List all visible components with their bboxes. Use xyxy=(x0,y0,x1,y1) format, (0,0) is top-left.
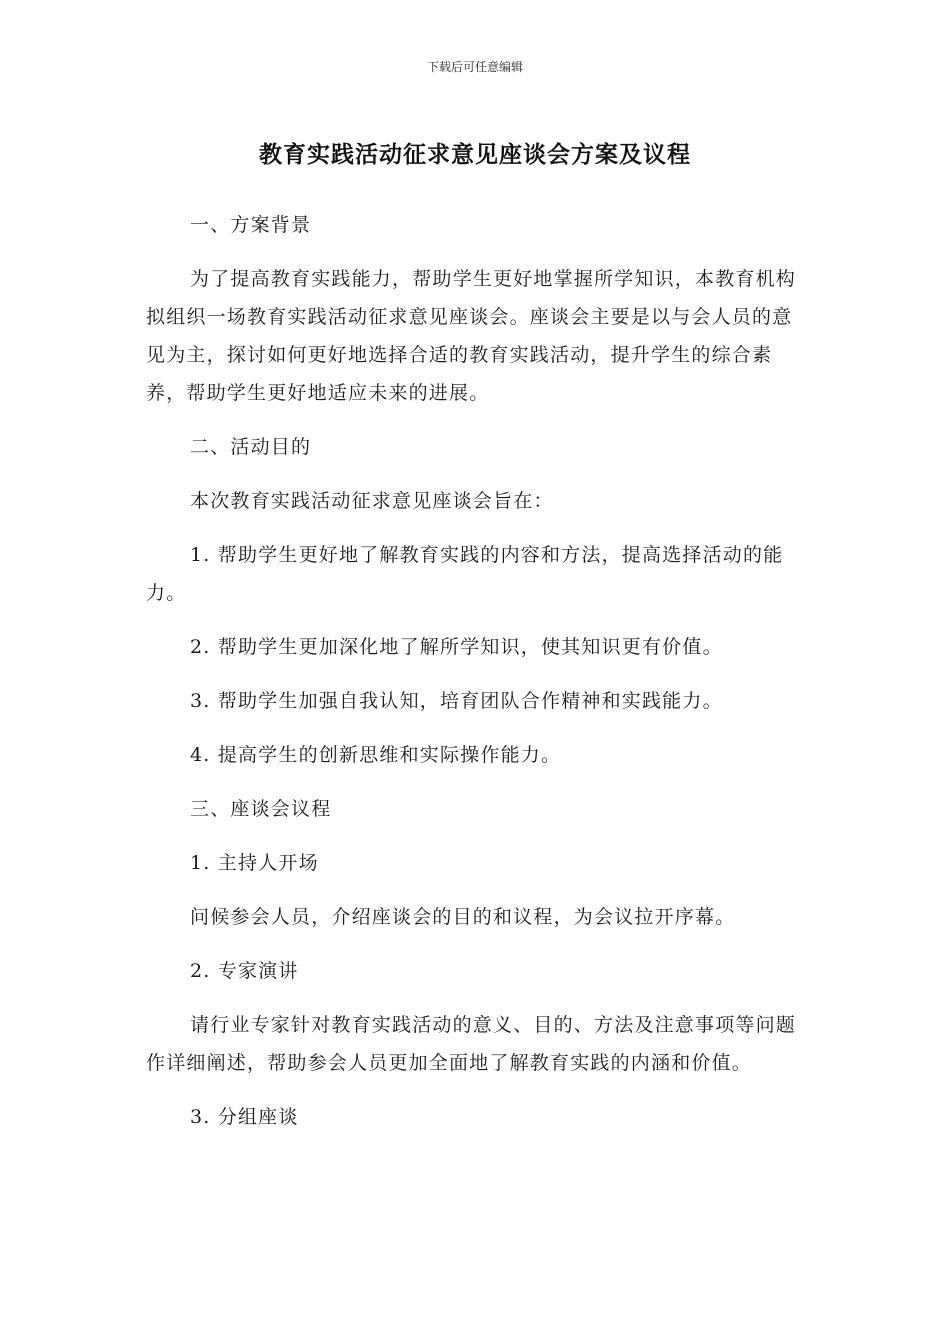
paragraph-purpose-intro: 本次教育实践活动征求意见座谈会旨在： xyxy=(190,490,554,512)
list-item-purpose-4: 4. 提高学生的创新思维和实际操作能力。 xyxy=(190,744,562,766)
list-item-purpose-3: 3. 帮助学生加强自我认知，培育团队合作精神和实践能力。 xyxy=(190,690,723,712)
header-note: 下载后可任意编辑 xyxy=(426,60,523,74)
section-heading-background: 一、方案背景 xyxy=(190,214,312,236)
agenda-item-2-desc: 请行业专家针对教育实践活动的意义、目的、方法及注意事项等问题作详细阐述，帮助参会人员更加全面地了解教育实践的内涵和价值。 xyxy=(146,1014,797,1074)
list-item-purpose-2: 2. 帮助学生更加深化地了解所学知识，使其知识更有价值。 xyxy=(190,636,723,658)
agenda-item-1-title: 1. 主持人开场 xyxy=(190,852,319,874)
list-item-purpose-1: 1. 帮助学生更好地了解教育实践的内容和方法，提高选择活动的能力。 xyxy=(146,544,784,604)
document-body xyxy=(146,206,806,1152)
agenda-item-3-title: 3. 分组座谈 xyxy=(190,1106,299,1128)
agenda-item-1-desc: 问候参会人员，介绍座谈会的目的和议程，为会议拉开序幕。 xyxy=(190,906,736,928)
section-heading-purpose: 二、活动目的 xyxy=(190,436,312,458)
document-title: 教育实践活动征求意见座谈会方案及议程 xyxy=(259,142,691,168)
paragraph-background: 为了提高教育实践能力，帮助学生更好地掌握所学知识，本教育机构拟组织一场教育实践活动征求意见座谈会。座谈会主要是以与会人员的意见为主，探讨如何更好地选择合适的教育实践活动，提升学生的综合素养，帮助学生更好地适应未来的进展。 xyxy=(146,268,797,404)
agenda-item-2-title: 2. 专家演讲 xyxy=(190,960,299,982)
section-heading-agenda: 三、座谈会议程 xyxy=(190,798,332,820)
